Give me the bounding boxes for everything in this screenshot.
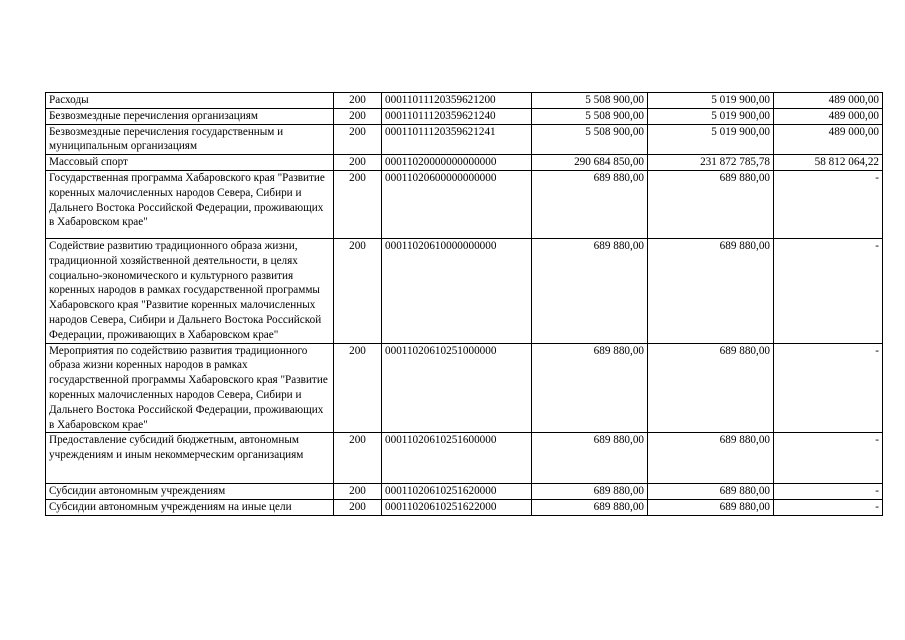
budget-classification-code: 00011020610251600000 xyxy=(382,433,532,484)
row-name: Массовый спорт xyxy=(46,155,334,171)
approved-amount: 689 880,00 xyxy=(532,484,648,500)
row-name: Субсидии автономным учреждениям на иные цели xyxy=(46,500,334,516)
approved-amount: 689 880,00 xyxy=(532,238,648,343)
row-name: Безвозмездные перечисления организациям xyxy=(46,108,334,124)
table-row xyxy=(46,433,883,484)
unexecuted-amount: - xyxy=(774,484,883,500)
table-row xyxy=(46,93,883,109)
executed-amount: 689 880,00 xyxy=(648,238,774,343)
table-row xyxy=(46,124,883,155)
executed-amount: 5 019 900,00 xyxy=(648,108,774,124)
unexecuted-amount: - xyxy=(774,170,883,238)
approved-amount: 689 880,00 xyxy=(532,433,648,484)
admin-code: 200 xyxy=(334,155,382,171)
unexecuted-amount: 489 000,00 xyxy=(774,93,883,109)
admin-code: 200 xyxy=(334,170,382,238)
row-name: Субсидии автономным учреждениям xyxy=(46,484,334,500)
table-row xyxy=(46,343,883,433)
admin-code: 200 xyxy=(334,124,382,155)
executed-amount: 5 019 900,00 xyxy=(648,93,774,109)
row-name: Мероприятия по содействию развития традиционного образа жизни коренных народов в рамках государственной программы Хабаровского края "Развитие коренных малочисленных народов Севера, Сибири и Дальнего Востока Российской Федерации, проживающих в Хабаровском крае" xyxy=(46,343,334,433)
table-row xyxy=(46,238,883,343)
executed-amount: 689 880,00 xyxy=(648,484,774,500)
row-name: Предоставление субсидий бюджетным, автономным учреждениям и иным некоммерческим организациям xyxy=(46,433,334,484)
executed-amount: 689 880,00 xyxy=(648,500,774,516)
executed-amount: 689 880,00 xyxy=(648,170,774,238)
executed-amount: 689 880,00 xyxy=(648,343,774,433)
budget-classification-code: 00011011120359621200 xyxy=(382,93,532,109)
unexecuted-amount: 58 812 064,22 xyxy=(774,155,883,171)
approved-amount: 689 880,00 xyxy=(532,170,648,238)
budget-execution-table xyxy=(45,92,883,516)
budget-classification-code: 00011020610000000000 xyxy=(382,238,532,343)
approved-amount: 689 880,00 xyxy=(532,343,648,433)
approved-amount: 290 684 850,00 xyxy=(532,155,648,171)
executed-amount: 689 880,00 xyxy=(648,433,774,484)
approved-amount: 5 508 900,00 xyxy=(532,124,648,155)
budget-classification-code: 00011020000000000000 xyxy=(382,155,532,171)
budget-classification-code: 00011020610251622000 xyxy=(382,500,532,516)
admin-code: 200 xyxy=(334,500,382,516)
budget-classification-code: 00011011120359621241 xyxy=(382,124,532,155)
admin-code: 200 xyxy=(334,238,382,343)
table-row xyxy=(46,170,883,238)
budget-classification-code: 00011020610251000000 xyxy=(382,343,532,433)
admin-code: 200 xyxy=(334,433,382,484)
row-name: Содействие развитию традиционного образа жизни, традиционной хозяйственной деятельности, в целях социально-экономического и культурного развития коренных народов в рамках государственной программы Хабаровского края "Развитие коренных малочисленных народов Севера, Сибири и Дальнего Востока Российской Федерации, проживающих в Хабаровском крае" xyxy=(46,238,334,343)
admin-code: 200 xyxy=(334,343,382,433)
budget-classification-code: 00011011120359621240 xyxy=(382,108,532,124)
row-name: Безвозмездные перечисления государственным и муниципальным организациям xyxy=(46,124,334,155)
table-row xyxy=(46,108,883,124)
budget-classification-code: 00011020610251620000 xyxy=(382,484,532,500)
executed-amount: 5 019 900,00 xyxy=(648,124,774,155)
table-row xyxy=(46,155,883,171)
approved-amount: 5 508 900,00 xyxy=(532,108,648,124)
approved-amount: 5 508 900,00 xyxy=(532,93,648,109)
budget-classification-code: 00011020600000000000 xyxy=(382,170,532,238)
row-name: Расходы xyxy=(46,93,334,109)
admin-code: 200 xyxy=(334,93,382,109)
table-row xyxy=(46,500,883,516)
unexecuted-amount: - xyxy=(774,343,883,433)
table-body xyxy=(46,93,883,516)
unexecuted-amount: 489 000,00 xyxy=(774,108,883,124)
unexecuted-amount: - xyxy=(774,433,883,484)
executed-amount: 231 872 785,78 xyxy=(648,155,774,171)
table-row xyxy=(46,484,883,500)
approved-amount: 689 880,00 xyxy=(532,500,648,516)
unexecuted-amount: - xyxy=(774,238,883,343)
admin-code: 200 xyxy=(334,108,382,124)
row-name: Государственная программа Хабаровского края "Развитие коренных малочисленных народов Севера, Сибири и Дальнего Востока Российской Федерации, проживающих в Хабаровском крае" xyxy=(46,170,334,238)
unexecuted-amount: - xyxy=(774,500,883,516)
admin-code: 200 xyxy=(334,484,382,500)
unexecuted-amount: 489 000,00 xyxy=(774,124,883,155)
